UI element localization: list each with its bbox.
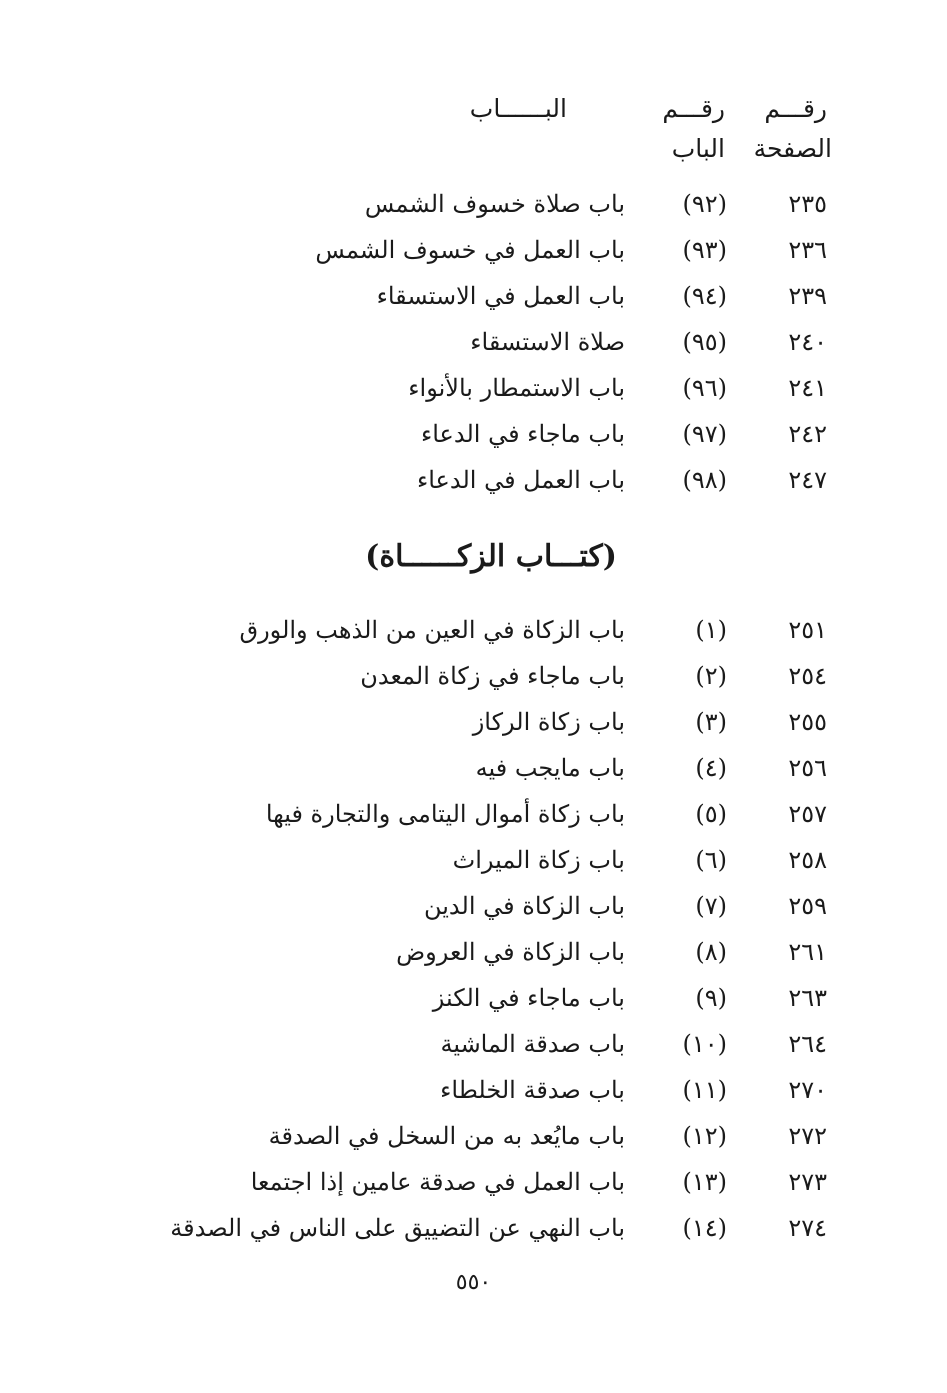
entry-page-number: ٢٣٩ <box>788 282 827 310</box>
list-item <box>0 1024 947 1064</box>
entry-title: باب زكاة الميراث <box>452 846 625 874</box>
entry-title: باب ماجاء في الدعاء <box>420 420 625 448</box>
chapter-number-column-header-line2: الباب <box>671 134 725 163</box>
entry-chapter-number: (٨) <box>695 938 727 966</box>
entry-page-number: ٢٤١ <box>788 374 827 402</box>
entry-page-number: ٢٥٨ <box>788 846 827 874</box>
list-item <box>0 1162 947 1202</box>
entry-page-number: ٢٦٣ <box>788 984 827 1012</box>
list-item <box>0 1116 947 1156</box>
page-number: ٥٥٠ <box>455 1270 492 1295</box>
list-item <box>0 656 947 696</box>
list-item <box>0 978 947 1018</box>
list-item <box>0 748 947 788</box>
entry-chapter-number: (١١) <box>682 1076 727 1104</box>
list-item <box>0 610 947 650</box>
entry-chapter-number: (١٢) <box>682 1122 727 1150</box>
entry-chapter-number: (١٠) <box>682 1030 727 1058</box>
list-item <box>0 276 947 316</box>
entry-chapter-number: (٦) <box>695 846 727 874</box>
entry-title: باب الاستمطار بالأنواء <box>408 374 625 402</box>
list-item <box>0 230 947 270</box>
list-item <box>0 414 947 454</box>
entry-title: باب العمل في الدعاء <box>416 466 625 494</box>
entry-title: باب ماجاء في زكاة المعدن <box>360 662 625 690</box>
chapter-number-column-header-line1: رقـــم <box>662 94 725 123</box>
entry-page-number: ٢٥١ <box>788 616 827 644</box>
list-item <box>0 184 947 224</box>
entry-page-number: ٢٧٤ <box>788 1214 827 1242</box>
entry-chapter-number: (٤) <box>695 754 727 782</box>
entry-chapter-number: (١٣) <box>682 1168 727 1196</box>
entry-title: باب زكاة أموال اليتامى والتجارة فيها <box>265 800 625 828</box>
entry-title: باب صدقة الخلطاء <box>440 1076 625 1104</box>
entry-page-number: ٢٣٥ <box>788 190 827 218</box>
entry-title: صلاة الاستسقاء <box>470 328 625 356</box>
entry-title: باب العمل في صدقة عامين إذا اجتمعا <box>250 1168 625 1196</box>
entry-title: باب صدقة الماشية <box>440 1030 625 1058</box>
entry-chapter-number: (٩٨) <box>682 466 727 494</box>
entry-title: باب الزكاة في العين من الذهب والورق <box>239 616 625 644</box>
entry-page-number: ٢٧٢ <box>788 1122 827 1150</box>
list-item <box>0 702 947 742</box>
entry-page-number: ٢٧٠ <box>788 1076 827 1104</box>
entry-chapter-number: (٩٦) <box>682 374 727 402</box>
entry-chapter-number: (٩) <box>695 984 727 1012</box>
list-item <box>0 460 947 500</box>
entry-title: باب مايجب فيه <box>475 754 625 782</box>
entry-chapter-number: (١) <box>695 616 727 644</box>
list-item <box>0 368 947 408</box>
list-item <box>0 840 947 880</box>
entry-page-number: ٢٦٤ <box>788 1030 827 1058</box>
chapter-title-column-header: البــــــاب <box>469 94 567 123</box>
entry-title: باب الزكاة في الدين <box>423 892 625 920</box>
entry-chapter-number: (٩٣) <box>682 236 727 264</box>
page-column-header-line1: رقـــم <box>764 94 827 123</box>
entry-title: باب الزكاة في العروض <box>396 938 625 966</box>
entry-page-number: ٢٣٦ <box>788 236 827 264</box>
entry-page-number: ٢٥٦ <box>788 754 827 782</box>
entry-page-number: ٢٥٤ <box>788 662 827 690</box>
entry-title: باب العمل في خسوف الشمس <box>315 236 625 264</box>
entry-page-number: ٢٤٠ <box>788 328 827 356</box>
entry-page-number: ٢٥٥ <box>788 708 827 736</box>
entry-title: باب زكاة الركاز <box>472 708 625 736</box>
entry-chapter-number: (٩٤) <box>682 282 727 310</box>
entry-title: باب مايُعد به من السخل في الصدقة <box>268 1122 625 1150</box>
entry-page-number: ٢٤٧ <box>788 466 827 494</box>
entry-page-number: ٢٧٣ <box>788 1168 827 1196</box>
list-item <box>0 1208 947 1248</box>
entry-page-number: ٢٤٢ <box>788 420 827 448</box>
entry-chapter-number: (٩٧) <box>682 420 727 448</box>
entry-title: باب النهي عن التضييق على الناس في الصدقة <box>170 1214 625 1242</box>
entry-chapter-number: (٥) <box>695 800 727 828</box>
entry-chapter-number: (٩٥) <box>682 328 727 356</box>
page-column-header-line2: الصفحة <box>753 134 832 163</box>
entry-page-number: ٢٥٧ <box>788 800 827 828</box>
list-item <box>0 932 947 972</box>
list-item <box>0 794 947 834</box>
section-heading: (كتـــاب الزكــــــاة) <box>365 539 617 574</box>
entry-title: باب ماجاء في الكنز <box>432 984 625 1012</box>
entry-chapter-number: (١٤) <box>682 1214 727 1242</box>
entry-chapter-number: (٣) <box>695 708 727 736</box>
entry-chapter-number: (٧) <box>695 892 727 920</box>
entry-chapter-number: (٩٢) <box>682 190 727 218</box>
list-item <box>0 1070 947 1110</box>
entry-page-number: ٢٥٩ <box>788 892 827 920</box>
list-item <box>0 322 947 362</box>
list-item <box>0 886 947 926</box>
entry-title: باب العمل في الاستسقاء <box>376 282 625 310</box>
entry-chapter-number: (٢) <box>695 662 727 690</box>
entry-page-number: ٢٦١ <box>788 938 827 966</box>
entry-title: باب صلاة خسوف الشمس <box>364 190 625 218</box>
